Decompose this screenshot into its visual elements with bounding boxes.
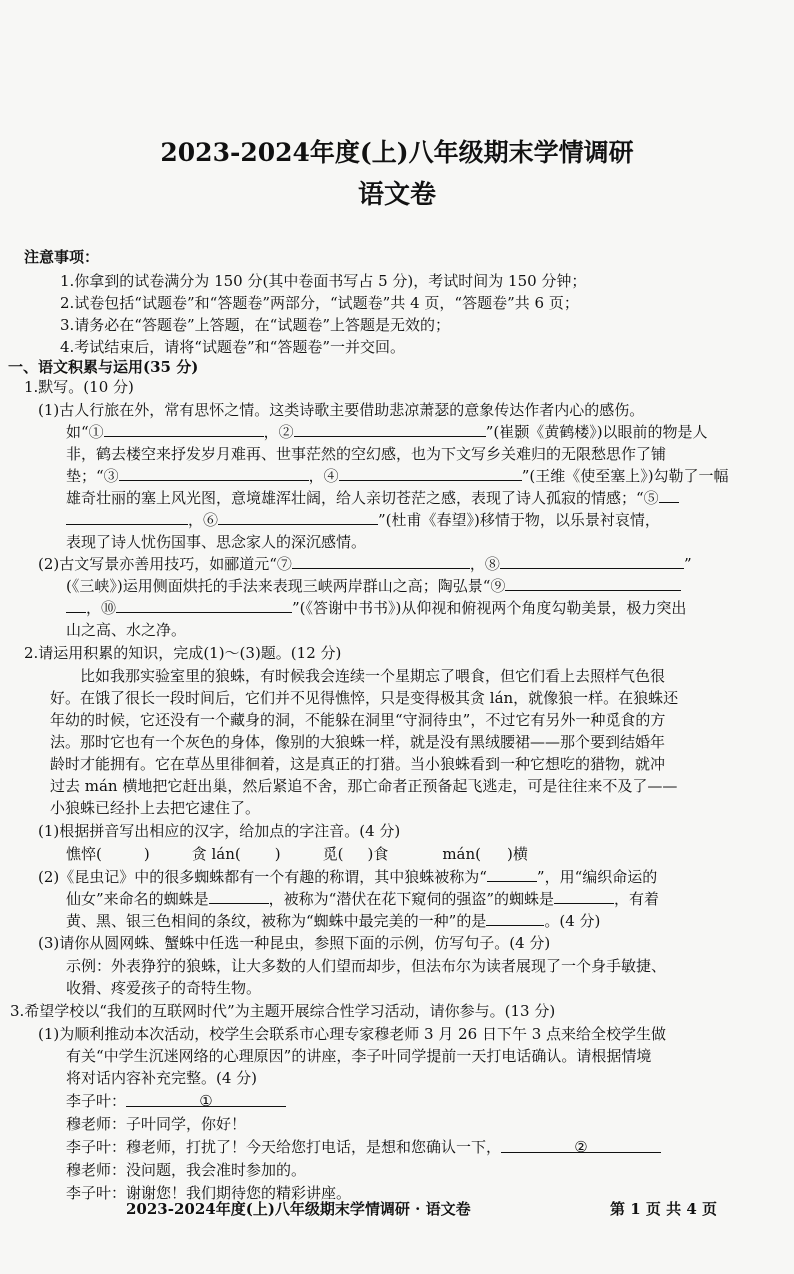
q3-s1-line2: 有关“中学生沉迷网络的心理原因”的讲座，李子叶同学提前一天打电话确认。请根据情境	[66, 1047, 652, 1065]
q3-s1-line3: 将对话内容补充完整。(4 分)	[66, 1069, 258, 1087]
q1-p1-line7: 表现了诗人忧伤国事、思念家人的深沉感情。	[66, 533, 367, 551]
blank-5[interactable]	[659, 487, 679, 503]
q1-p1-line5: 雄奇壮丽的塞上风光图，意境雄浑壮阔，给人亲切苍茫之感，表现了诗人孤寂的情感；“⑤	[66, 487, 679, 509]
q2-passage-line1: 比如我那实验室里的狼蛛，有时候我会连续一个星期忘了喂食，但它们看上去照样气色很	[80, 667, 666, 685]
blank-3[interactable]	[119, 465, 309, 481]
dialogue-blank-1[interactable]: ①	[126, 1090, 286, 1107]
q1-p2-line2: (《三峡》)运用侧面烘托的手法来表现三峡两岸群山之高；陶弘景“⑨	[66, 575, 681, 597]
q3-title: 3.希望学校以“我们的互联网时代”为主题开展综合性学习活动，请你参与。(13 分)	[10, 1002, 556, 1020]
dialogue-line-5: 李子叶：谢谢您！我们期待您的精彩讲座。	[66, 1184, 352, 1202]
q2-s2-line1: (2)《昆虫记》中的很多蜘蛛都有一个有趣的称谓，其中狼蛛被称为“ ”，用“编织命运的	[38, 868, 658, 886]
q2-s2-line3: 黄、黑、银三色相间的条纹，被称为“蜘蛛中最完美的一种”的是 。(4 分)	[66, 912, 601, 930]
q1-p2-line4: 山之高、水之净。	[66, 621, 187, 639]
notice-item-2: 2.试卷包括“试题卷”和“答题卷”两部分，“试题卷”共 4 页，“答题卷”共 6 页；	[60, 294, 579, 312]
q2-passage-line6: 过去 mán 横地把它赶出巢，然后紧追不舍，那亡命者正预备起飞逃走，可是往往来不及了——	[50, 777, 678, 795]
dialogue-line-3: 李子叶：穆老师，打扰了！今天给您打电话，是想和您确认一下， ②	[66, 1136, 661, 1158]
q1-title: 1.默写。(10 分)	[24, 378, 134, 396]
blank-8[interactable]	[500, 553, 684, 569]
blank-9[interactable]	[505, 575, 681, 591]
q2-passage-line2: 好。在饿了很长一段时间后，它们并不见得憔悴，只是变得极其贪 lán，就像狼一样。在狼蛛还	[50, 689, 679, 707]
blank-wolf-spider[interactable]	[487, 866, 537, 882]
q2-passage-line3: 年幼的时候，它还没有一个藏身的洞，不能躲在洞里“守洞待虫”，不过它有另外一种觅食的方	[50, 711, 666, 729]
notice-heading: 注意事项：	[24, 248, 100, 266]
q1-p1-line1: (1)古人行旅在外，常有思怀之情。这类诗歌主要借助悲凉萧瑟的意象传达作者内心的感伤。	[38, 401, 645, 419]
notice-item-4: 4.考试结束后，请将“试题卷”和“答题卷”一并交回。	[60, 338, 405, 356]
blank-spider-3[interactable]	[554, 888, 614, 904]
q2-passage-line7: 小狼蛛已经扑上去把它逮住了。	[50, 799, 261, 817]
exam-title: 2023-2024年度(上)八年级期末学情调研	[160, 138, 634, 167]
q1-p1-line6: ，⑥ ”(杜甫《春望》)移情于物，以乐景衬哀情，	[66, 509, 660, 531]
q1-p2-line1: (2)古文写景亦善用技巧，如郦道元“⑦ ，⑧ ”	[38, 555, 692, 573]
q2-passage-line5: 龄时才能拥有。它在草丛里徘徊着，这是真正的打猎。当小狼蛛看到一种它想吃的猎物，就冲	[50, 755, 666, 773]
q3-s1-line1: (1)为顺利推动本次活动，校学生会联系市心理专家穆老师 3 月 26 日下午 3 点来给全校学生做	[38, 1025, 667, 1043]
blank-10[interactable]	[116, 597, 292, 613]
q2-passage-line4: 法。那时它也有一个灰色的身体，像别的大狼蛛一样，就是没有黑绒腰裙——那个要到结婚年	[50, 733, 666, 751]
section1-heading: 一、语文积累与运用(35 分)	[8, 358, 199, 376]
blank-4[interactable]	[339, 465, 522, 481]
blank-2[interactable]	[294, 421, 486, 437]
dialogue-blank-2[interactable]: ②	[501, 1136, 661, 1153]
notice-item-1: 1.你拿到的试卷满分为 150 分(其中卷面书写占 5 分)，考试时间为 150 分钟；	[60, 272, 587, 290]
q2-s1-title: (1)根据拼音写出相应的汉字，给加点的字注音。(4 分)	[38, 822, 401, 840]
dialogue-line-2: 穆老师：子叶同学，你好！	[66, 1115, 247, 1133]
blank-1[interactable]	[104, 421, 264, 437]
q2-s2-line2: 仙女”来命名的蜘蛛是 ，被称为“潜伏在花下窥伺的强盗”的蜘蛛是 ，有着	[66, 890, 660, 908]
dialogue-line-4: 穆老师：没问题，我会准时参加的。	[66, 1161, 307, 1179]
footer-page-number: 第 1 页 共 4 页	[610, 1200, 717, 1218]
blank-spider-2[interactable]	[209, 888, 269, 904]
q2-s1-items: 憔悴( ) 贪 lán( ) 觅( )食 mán( )横	[66, 845, 528, 863]
q1-p1-line2: 如“① ，② ”(崔颢《黄鹤楼》)以眼前的物是人	[66, 423, 708, 441]
q2-s3-title: (3)请你从圆网蛛、蟹蛛中任选一种昆虫，参照下面的示例，仿写句子。(4 分)	[38, 934, 551, 952]
q1-p1-line3: 非，鹤去楼空来抒发岁月难再、世事茫然的空幻感，也为下文写乡关难归的无限愁思作了铺	[66, 445, 667, 463]
blank-7[interactable]	[292, 553, 470, 569]
q1-p2-line3: ，⑩ ”(《答谢中书书》)从仰视和俯视两个角度勾勒美景，极力突出	[66, 597, 686, 619]
q1-p1-line4: 垫；“③ ，④ ”(王维《使至塞上》)勾勒了一幅	[66, 467, 729, 485]
q2-s3-example2: 收猾、疼爱孩子的奇特生物。	[66, 979, 262, 997]
dialogue-line-1: 李子叶： ①	[66, 1090, 286, 1112]
footer-title: 2023-2024年度(上)八年级期末学情调研 · 语文卷	[126, 1200, 471, 1218]
blank-spider-4[interactable]	[486, 910, 544, 926]
blank-6[interactable]	[218, 509, 378, 525]
exam-subtitle: 语文卷	[357, 180, 436, 210]
q2-s3-example1: 示例：外表狰狞的狼蛛，让大多数的人们望而却步，但法布尔为读者展现了一个身手敏捷、	[66, 957, 667, 975]
q2-title: 2.请运用积累的知识，完成(1)～(3)题。(12 分)	[24, 644, 342, 662]
notice-item-3: 3.请务必在“答题卷”上答题，在“试题卷”上答题是无效的；	[60, 316, 450, 334]
blank-9-cont[interactable]	[66, 597, 86, 613]
blank-5-cont[interactable]	[66, 509, 188, 525]
